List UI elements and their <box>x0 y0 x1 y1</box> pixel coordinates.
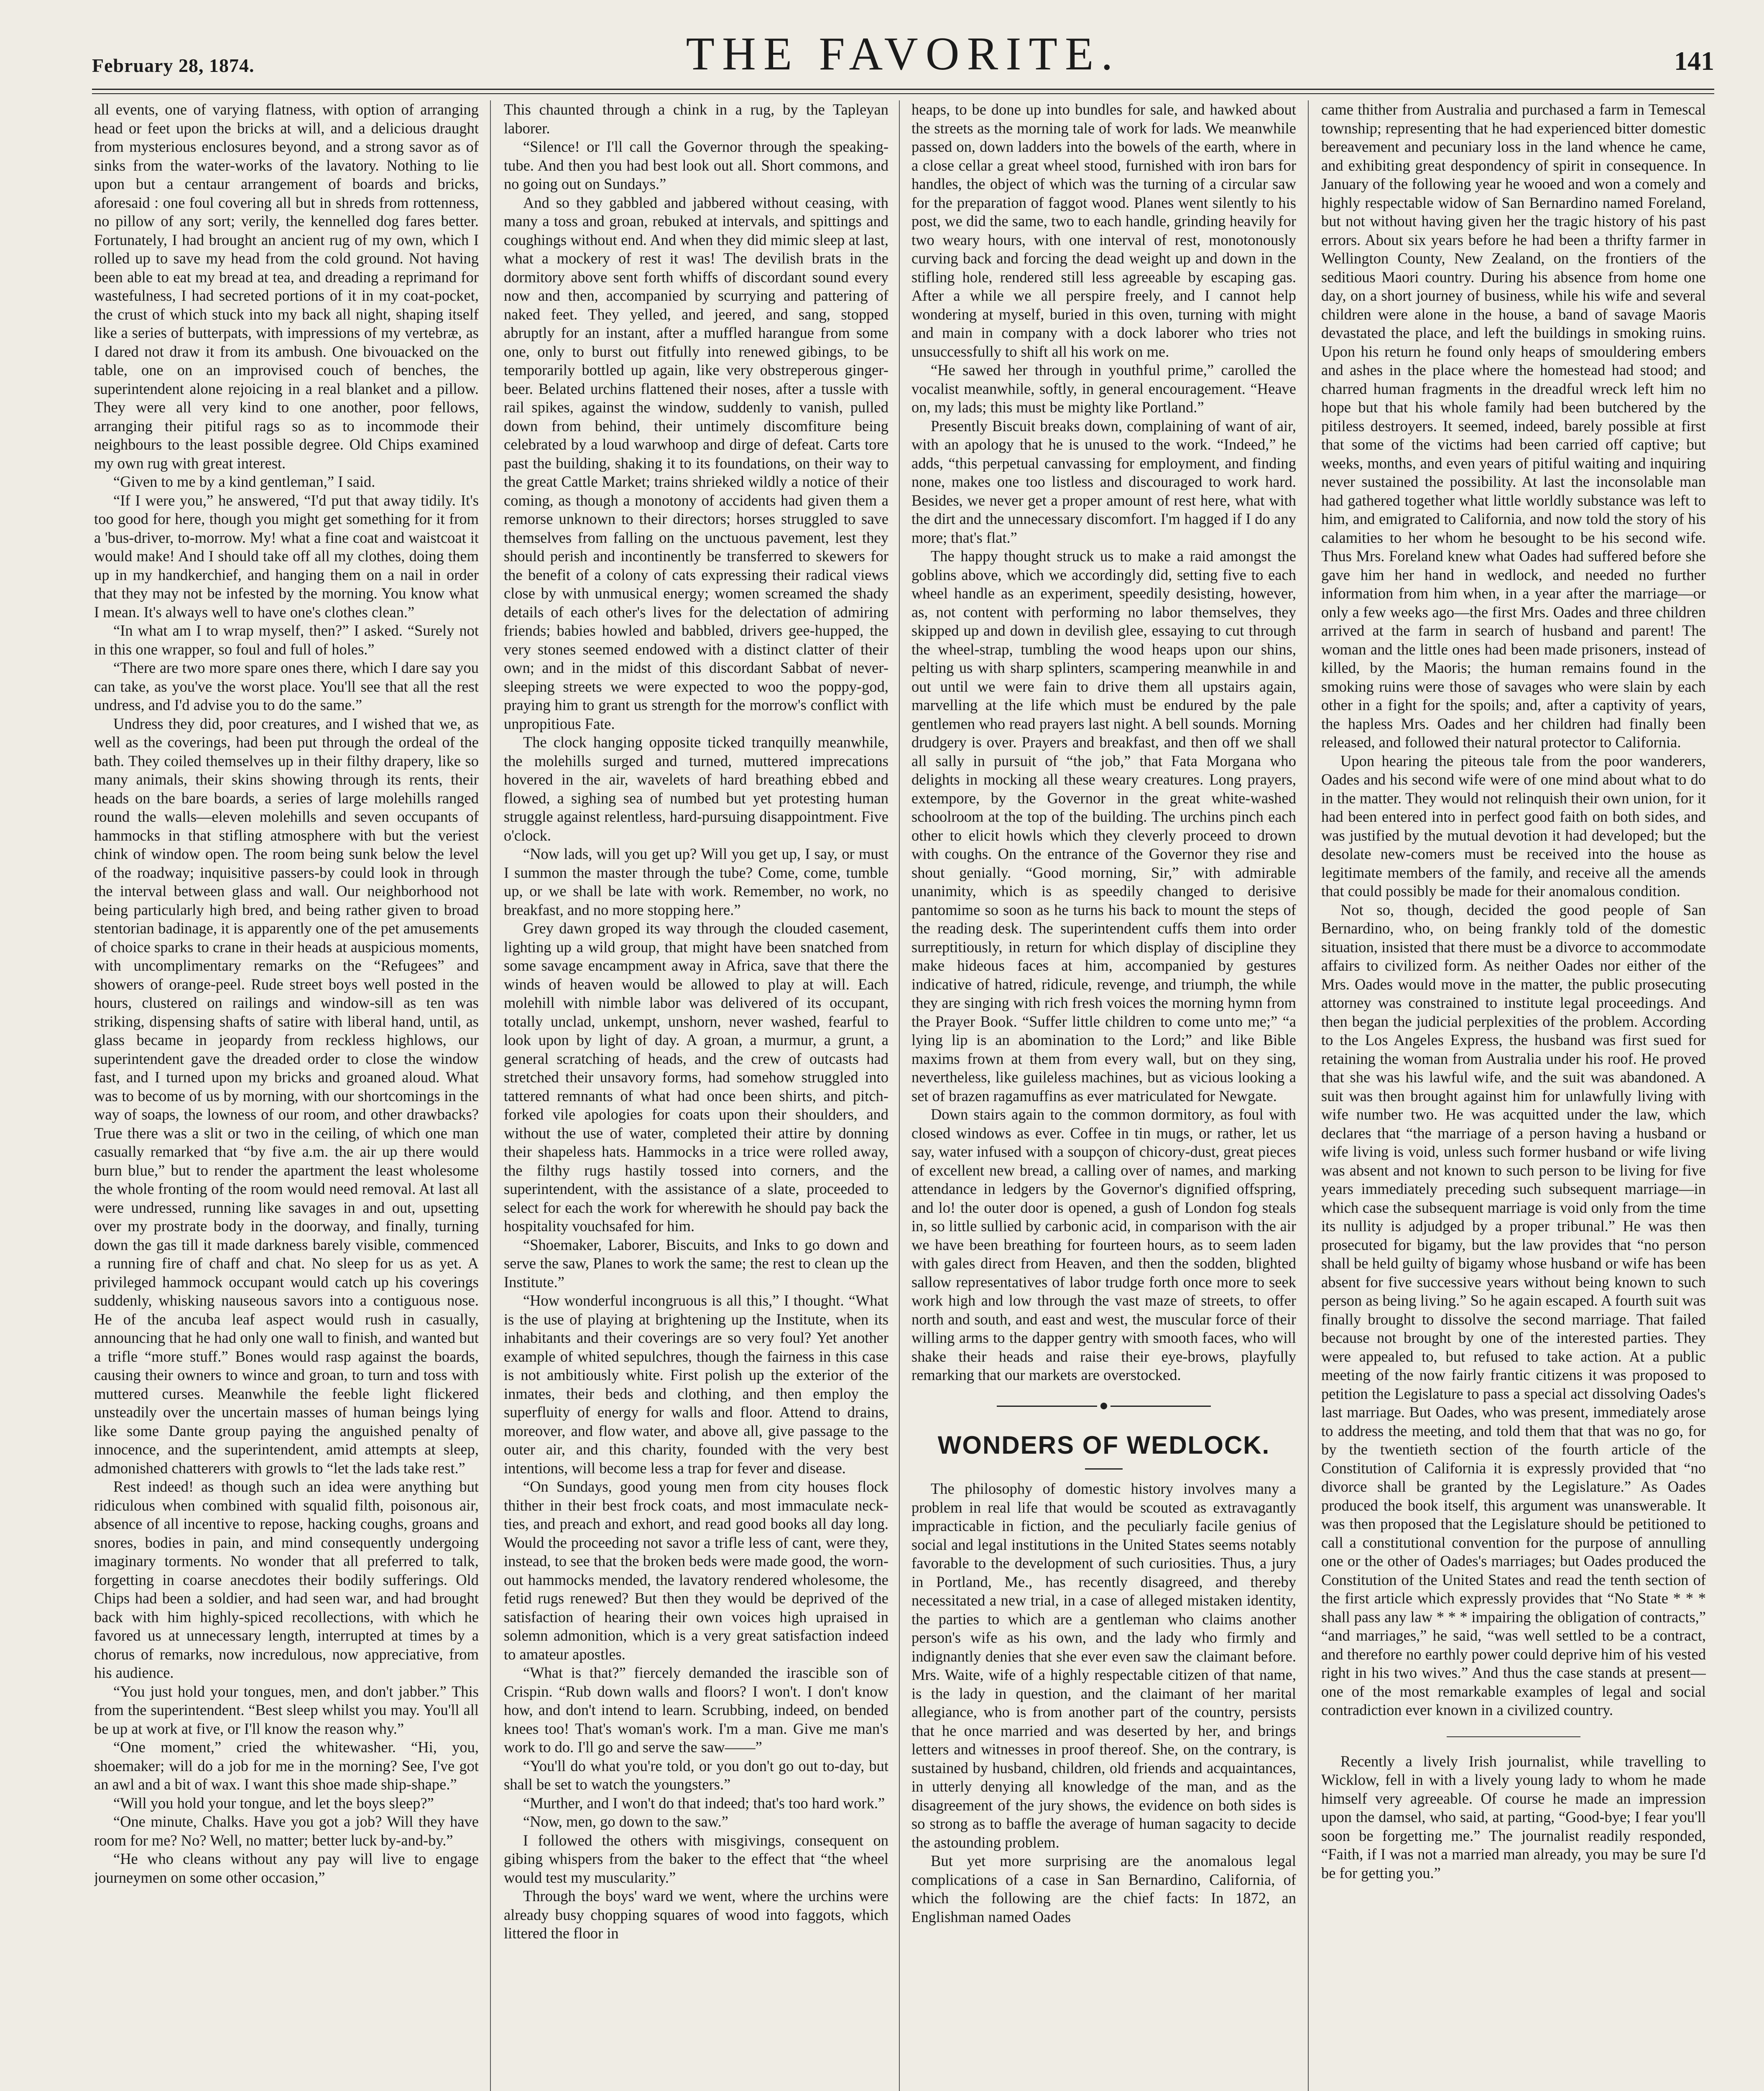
paragraph: This chaunted through a chink in a rug, by the Tapleyan laborer. <box>504 101 888 137</box>
masthead-rule <box>92 89 1714 94</box>
article-paragraph: The philosophy of domestic history involves many a problem in real life that would be scouted as extravagantly impracticable in fiction, and the peculiarly facile genius of social and legal institutions in the United States seems notably favorable to the development of such curiosities. Thus, a jury in Portland, Me., has recently disagreed, and thereby necessitated a new trial, in a case of alleged mistaken identity, the parties to which are a gentleman who claims another person's wife as his own, and the lady who firmly and indignantly denies that she ever even saw the claimant before. Mrs. Waite, wife of a highly respectable citizen of that name, is the lady in question, and the claimant of her marital allegiance, who is from another part of the country, persists that he once married and was deserted by her, and brings letters and witnesses in proof thereof. She, on the contrary, is sustained by husband, children, old friends and acquaintances, in utterly denying all knowledge of the man, and as the disagreement of the jury shows, the evidence on both sides is so strong as to baffle the average of human sagacity to decide the astounding problem. <box>911 1480 1296 1851</box>
section-ornament <box>911 1396 1296 1414</box>
paragraph: “Given to me by a kind gentleman,” I said. <box>113 473 375 490</box>
paragraph: Grey dawn groped its way through the clouded casement, lighting up a wild group, that might have been snatched from some savage encampment away in Africa, save that there the winds of heaven would be allowed to play at will. Each molehill with nimble labor was delivered of its occupant, totally unclad, unkempt, unshorn, never washed, fearful to look upon by light of day. A groan, a murmur, a grunt, a general scratching of heads, and the crew of outcasts had stretched their unsavory forms, had somehow struggled into tattered remnants of what had once been shirts, and pitch-forked vile apologies for coats upon their shoulders, and without the use of water, completed their attire by donning their shapeless hats. Hammocks in a trice were rolled away, the filthy rugs hastily tossed into corners, and the superintendent, with the assistance of a slate, proceeded to select for each the work for wherewith he should pay back the hospitality vouchsafed for him. <box>504 920 888 1235</box>
paragraph: heaps, to be done up into bundles for sale, and hawked about the streets as the morning tale of work for lads. We meanwhile passed on, down ladders into the bowels of the earth, where in a close cellar a great wheel stood, furnished with iron bars for handles, the object of which was the turning of a circular saw for the preparation of faggot wood. Planes went silently to his post, we did the same, two to each handle, grinding heavily for two weary hours, with one interval of rest, monotonously curving back and forcing the dead weight up and down in the stifling hole, rendered still less agreeable by escaping gas. After a while we all perspire freely, and I cannot help wondering at myself, buried in this oven, turning with might and main in company with a dock laborer who tries not unsuccessfully to shift all his work on me. <box>911 101 1296 360</box>
paragraph: “One minute, Chalks. Have you got a job? Will they have room for me? No? Well, no matter; better luck by-and-by.” <box>94 1813 479 1849</box>
paragraph: “Shoemaker, Laborer, Biscuits, and Inks to go down and serve the saw, Planes to work the same; the rest to clean up the Institute.” <box>504 1236 888 1291</box>
paragraph: Presently Biscuit breaks down, complaining of want of air, with an apology that he is unused to the work. “Indeed,” he adds, “this perpetual canvassing for employment, and finding none, makes one too listless and discouraged to work hard. Besides, we never get a proper amount of rest here, what with the dirt and the unnecessary discomfort. I'm hagged if I do any more; that's flat.” <box>911 417 1296 546</box>
paragraph: “What is that?” fiercely demanded the irascible son of Crispin. “Rub down walls and floors? I won't. I don't know how, and don't intend to learn. Scrubbing, indeed, on bended knees too! That's woman's work. I'm a man. Give me man's work to do. I'll go and serve the saw——” <box>504 1664 888 1756</box>
paragraph: The happy thought struck us to make a raid amongst the goblins above, which we accordingly did, setting five to each wheel handle as an experiment, speedily desisting, however, as, not content with performing no labor themselves, they skipped up and down in devilish glee, essaying to cut through the wheel-strap, tumbling the wood heaps upon our shins, pelting us with sharp splinters, scampering meanwhile in and out until we were fain to drive them all upstairs again, marvelling at the life which must be endured by the pale gentlemen who read prayers last night. A bell sounds. Morning drudgery is over. Prayers and breakfast, and then off we shall all sally in pursuit of “the job,” that Fata Morgana who delights in mocking all these weary creatures. Long prayers, extempore, by the Governor in the great white-washed schoolroom at the top of the building. The urchins pinch each other to elicit howls which they cleverly proceed to drown with coughs. On the entrance of the Governor they rise and shout genially. “Good morning, Sir,” with admirable unanimity, which is as speedily changed to derisive pantomime so soon as he turns his back to mount the steps of the reading desk. The superintendent cuffs them into order surreptitiously, in return for which display of discipline they make hideous faces at him, accompanied by gestures indicative of hatred, ridicule, revenge, and triumph, the while they are singing with rich fresh voices the morning hymn from the Prayer Book. “Suffer little children to come unto me;” “a lying lip is an abomination to the Lord;” and like Bible maxims frown at them from every wall, but on they sing, nevertheless, like guileless machines, but as vicious looking a set of brazen ragamuffins as ever matriculated for Newgate. <box>911 547 1296 1104</box>
article-paragraph: But yet more surprising are the anomalous legal complications of a case in San Bernardino, California, of which the following are the chief facts: In 1872, an Englishman named Oades <box>911 1852 1296 1925</box>
paragraph: Recently a lively Irish journalist, while travelling to Wicklow, fell in with a lively young lady to whom he made himself very agreeable. Of course he made an impression upon the damsel, who said, at parting, “Good-bye; I fear you'll soon be forgetting me.” The journalist readily responded, “Faith, if I was not a married man already, you may be sure I'd be for getting you.” <box>1321 1752 1706 1881</box>
column-divider <box>1308 100 1309 2091</box>
paragraph: “You'll do what you're told, or you don't go out to-day, but shall be set to watch the youngsters.” <box>504 1757 888 1793</box>
column-1 <box>94 100 479 2091</box>
paragraph: Through the boys' ward we went, where the urchins were already busy chopping squares of wood into faggots, which littered the floor in <box>504 1887 888 1942</box>
paragraph: Down stairs again to the common dormitory, as foul with closed windows as ever. Coffee in tin mugs, or rather, let us say, water infused with a soupçon of chicory-dust, great pieces of excellent new bread, a calling over of names, and marking attendance in ledgers by the Governor's dignified offspring, and lo! the outer door is opened, a gush of London fog steals in, so little sullied by carbonic acid, in comparison with the air we have been breathing for fourteen hours, as to seem laden with gales direct from Heaven, and then the sodden, blighted sallow representatives of labor trudge forth once more to seek work high and low through the vast maze of streets, to offer north and south, and east and west, the muscular force of their willing arms to the dapper gentry with smooth faces, who will shake their heads and raise their eye-brows, playfully remarking that our markets are overstocked. <box>911 1106 1296 1383</box>
paragraph: “Now lads, will you get up? Will you get up, I say, or must I summon the master through the tube? Come, come, tumble up, or we shall be late with work. Remember, no work, no breakfast, and no more stopping here.” <box>504 845 888 918</box>
newspaper-title: THE FAVORITE. <box>686 28 1121 80</box>
paragraph: “Silence! or I'll call the Governor through the speaking-tube. And then you had best look out all. Short commons, and no going out on Sundays.” <box>504 138 888 192</box>
paragraph: Upon hearing the piteous tale from the poor wanderers, Oades and his second wife were of one mind about what to do in the matter. They would not relinquish their own union, for it had been entered into in perfect good faith on both sides, and was justified by the mutual devotion it had developed; but the desolate new-comers must be received into the house as legitimate members of the family, and receive all the amends that could possibly be made for their anomalous condition. <box>1321 752 1706 900</box>
paragraph: “One moment,” cried the whitewasher. “Hi, you, shoemaker; will do a job for me in the morning? See, I've got an awl and a bit of wax. I want this shoe made ship-shape.” <box>94 1738 479 1793</box>
paragraph: And so they gabbled and jabbered without ceasing, with many a toss and groan, rebuked at intervals, and spittings and coughings without end. And when they did mimic sleep at last, what a mockery of rest it was! The devilish brats in the dormitory above sent forth whiffs of discordant sound every now and then, accompanied by scurrying and pattering of naked feet. They yelled, and jeered, and sang, stopped abruptly for an instant, after a muffled harangue from some one, only to burst out fitfully into renewed gibings, to be temporarily bottled up again, like very obstreperous ginger-beer. Belated urchins flattened their noses, after a tussle with rail spikes, against the window, suddenly to vanish, pulled down from behind, their untimely discomfiture being celebrated by a loud warwhoop and dirge of defeat. Carts tore past the building, shaking it to its foundations, on their way to the great Cattle Market; trains shrieked wildly a notice of their coming, as though a monotony of accidents had given them a remorse unknown to their directors; horses struggled to save themselves from falling on the unctuous pavement, lest they should perish and incontinently be transferred to skewers for the benefit of a colony of cats expressing their radical views close by with unmusical energy; women screamed the shady details of each other's lives for the delectation of admiring friends; babies howled and babbled, drivers gee-hupped, the very stones seemed endowed with a distinct clatter of their own; and in the midst of this discordant Sabbat of never-sleeping streets we were expected to woo the poppy-god, praying him to grant us strength for the morrow's conflict with unpropitious Fate. <box>504 194 888 732</box>
article-headline: WONDERS OF WEDLOCK. <box>937 1431 1270 1459</box>
column-divider <box>899 100 900 2091</box>
paragraph: “Will you hold your tongue, and let the boys sleep?” <box>113 1794 434 1812</box>
page-number: 141 <box>1674 46 1714 76</box>
issue-date: February 28, 1874. <box>92 55 255 76</box>
paragraph: all events, one of varying flatness, with option of arranging head or feet upon the bricks at will, and a delicious draught from mysterious enclosures beyond, and a strong savor as of sinks from the water-works of the lavatory. Nothing to lie upon but a centaur arrangement of boards and bricks, aforesaid : one foul covering all but in shreds from rottenness, no pillow of any sort; verily, the kennelled dog fares better. Fortunately, I had brought an ancient rug of my own, which I rolled up to save my head from the cold ground. Not having been able to eat my bread at tea, and dreading a reprimand for wastefulness, I had secreted portions of it in my coat-pocket, the crust of which stuck into my back all night, shaping itself like a series of butterpats, with impressions of my vertebræ, as I dared not draw it from its ambush. One bivouacked on the table, one on an improvised couch of benches, the superintendent alone rejoicing in a real blanket and a pillow. They were all very kind to one another, poor fellows, arranging their pitiful rags so as to incommode their neighbours to the least possible degree. Old Chips examined my own rug with great interest. <box>94 101 479 472</box>
paragraph: Undress they did, poor creatures, and I wished that we, as well as the coverings, had been put through the ordeal of the bath. They coiled themselves up in their filthy drapery, like so many animals, their skins showing through its rents, their heads on the bare boards, a series of large molehills ranged round the walls—eleven molehills and seven occupants of hammocks in that stifling atmosphere with but the veriest chink of window open. The room being sunk below the level of the roadway; inquisitive passers-by could look in through the interval between glass and wall. Our neighborhood not being particularly high bred, and being rather given to broad stentorian badinage, it is apparently one of the pet amusements of choice sparks to crane in their heads at auspicious moments, with uncomplimentary remarks on the “Refugees” and showers of orange-peel. Rude street boys well posted in the hours, clustered on railings and window-sill as ten was striking, dispensing shafts of satire with liberal hand, until, as glass became in jeopardy from reckless highlows, our superintendent gave the dreaded order to close the window fast, and I turned upon my bricks and groaned aloud. What was to become of us by morning, with our shortcomings in the way of soaps, the lowness of our room, and other drawbacks? True there was a slit or two in the ceiling, of which one man casually remarked that “by five a.m. the air up there would burn blue,” but to render the apartment the least wholesome the whole fronting of the room would need removal. At last all were undressed, running like savages in and out, upsetting over my prostrate body in the doorway, and finally, turning down the gas till it made darkness barely visible, commenced a running fire of chaff and chat. No sleep for us as yet. A privileged hammock occupant would catch up his coverings suddenly, whisking nauseous savors into a contiguous nose. He of the ancuba leaf aspect would rush in casually, announcing that he had only one wall to finish, and wanted but a trifle “more stuff.” Bones would rasp against the boards, causing their owners to wince and groan, to turn and toss with muttered curses. Meanwhile the feeble light flickered unsteadily over the uncertain masses of human beings lying like some Dante group paying the anguished penalty of innocence, and the superintendent, amid attempts at sleep, admonished chatterers with growls to “let the lads take rest.” <box>94 715 479 1477</box>
paragraph: “Murther, and I won't do that indeed; that's too hard work.” <box>523 1794 885 1812</box>
column-4 <box>1321 100 1706 2091</box>
paragraph: I followed the others with misgivings, consequent on gibing whispers from the baker to the effect that “the wheel would test my muscularity.” <box>504 1831 888 1886</box>
paragraph: “He who cleans without any pay will live to engage journeymen on some other occasion,” <box>94 1850 479 1886</box>
item-separator <box>1447 1736 1580 1737</box>
paragraph: The clock hanging opposite ticked tranquilly meanwhile, the molehills surged and turned, muttered imprecations hovered in the air, wavelets of hard breathing ebbed and flowed, a sighing sea of numbed but yet protesting human struggle against relentless, hard-pursuing disappointment. Five o'clock. <box>504 734 888 844</box>
paragraph: “On Sundays, good young men from city houses flock thither in their best frock coats, and most immaculate neck-ties, and preach and exhort, and read good books all day long. Would the proceeding not savor a trifle less of cant, were they, instead, to see that the broken beds were made good, the worn-out hammocks mended, the lavatory rendered wholesome, the fetid rugs renewed? But then they would be deprived of the satisfaction of hearing their own voices high upraised in solemn admonition, which is a very great satisfaction indeed to amateur apostles. <box>504 1478 888 1663</box>
paragraph: “He sawed her through in youthful prime,” carolled the vocalist meanwhile, softly, in general encouragement. “Heave on, my lads; this must be mighty like Portland.” <box>911 361 1296 416</box>
paragraph: “In what am I to wrap myself, then?” I asked. “Surely not in this one wrapper, so foul and full of holes.” <box>94 622 479 658</box>
masthead <box>92 23 1714 86</box>
paragraph: “How wonderful incongruous is all this,” I thought. “What is the use of playing at brightening up the Institute, when its inhabitants and their coverings are so very foul? Yet another example of whited sepulchres, though the fairness in this case is not ambitiously white. First polish up the exterior of the inmates, their beds and clothing, and then employ the superfluity of energy for walls and floor. Attend to drains, moreover, and flow water, and above all, give passage to the outer air, and this charity, founded with the very best intentions, will become less a trap for fever and disease. <box>504 1292 888 1477</box>
paragraph: Rest indeed! as though such an idea were anything but ridiculous when combined with squalid filth, poisonous air, absence of all incentive to repose, hacking coughs, groans and snores, bodies in pain, and mind consequently undergoing imaginary torments. No wonder that all preferred to talk, forgetting in coarse anecdotes their bodily sufferings. Old Chips had been a soldier, and had seen war, and had brought back with him highly-spiced recollections, with which he favored us at unnecessary length, interrupted at times by a chorus of remarks, now incredulous, now appreciative, from his audience. <box>94 1478 479 1681</box>
column-3 <box>911 100 1296 2091</box>
paragraph: “You just hold your tongues, men, and don't jabber.” This from the superintendent. “Best sleep whilst you may. You'll all be up at work at five, or I'll know the reason why.” <box>94 1682 479 1737</box>
column-divider <box>490 100 491 2091</box>
paragraph: “There are two more spare ones there, which I dare say you can take, as you've the worst place. You'll see that all the rest undress, and I'd advise you to do the same.” <box>94 659 479 713</box>
paragraph: Not so, though, decided the good people of San Bernardino, who, on being frankly told of the domestic situation, insisted that there must be a divorce to accommodate affairs to civilized form. As neither Oades nor either of the Mrs. Oades would move in the matter, the public prosecuting attorney was constrained to institute legal proceedings. And then began the judicial perplexities of the problem. According to the Los Angeles Express, the husband was first sued for retaining the woman from Australia under his roof. He proved that she was his lawful wife, and the suit was abandoned. A suit was then brought against him for unlawfully living with wife number two. He was acquitted under the law, which declares that “the marriage of a person having a husband or wife living is void, unless such former husband or wife living was absent and not known to such person to be living for five years immediately preceding such subsequent marriage—in which case the subsequent marriage is void only from the time its nullity is adjudged by a proper tribunal.” He was then prosecuted for bigamy, but the law provides that “no person shall be held guilty of bigamy whose husband or wife has been absent for five successive years without being known to such person as being living.” So he again escaped. A fourth suit was finally brought to dissolve the second marriage. That failed because not brought by one of the interested parties. They were appealed to, but refused to take action. At a public meeting of the now fairly frantic citizens it was proposed to petition the Legislature to pass a special act dissolving Oades's last marriage. But Oades, who was present, immediately arose to address the meeting, and told them that that was no go, for by the twentieth section of the fourth article of the Constitution of California it is expressly provided that “no divorce shall be granted by the Legislature.” As Oades produced the book itself, this argument was unanswerable. It was then proposed that the Legislature should be petitioned to call a constitutional convention for the purpose of annulling one or the other of Oades's marriages; but Oades produced the Constitution of the United States and read the tenth section of the first article which expressly provides that “No State * * * shall pass any law * * * impairing the obligation of contracts,” “and marriages,” he said, “was well settled to be a contract, and therefore no earthly power could deprive him of his vested right in his two wives.” And thus the case stands at present—one of the most remarkable examples of legal and social contradiction ever known in a civilized country. <box>1321 901 1706 1718</box>
paragraph: came thither from Australia and purchased a farm in Temescal township; representing that he had experienced bitter domestic bereavement and pecuniary loss in the land whence he came, and exhibiting great despondency of spirit in consequence. In January of the following year he wooed and won a comely and highly respectable widow of San Bernardino named Foreland, but not without having given her the tragic history of his past errors. About six years before he had been a thrifty farmer in Wellington County, New Zealand, on the frontiers of the seditious Maori country. During his absence from home one day, on a short journey of business, while his wife and several children were alone in the house, a band of savage Maoris devastated the place, and left the buildings in smoking ruins. Upon his return he found only heaps of smouldering embers and ashes in the place where the homestead had stood; and charred human fragments in the dreadful wreck left him no hope but that his whole family had been butchered by the pitiless destroyers. It seemed, indeed, barely possible at first that some of the victims had been carried off captive; but weeks, months, and even years of pitiful waiting and inquiring never sustained the possibility. At last the inconsolable man had gathered together what little worldly substance was left to him, and emigrated to California, and now told the story of his calamities to her whom he besought to be his second wife. Thus Mrs. Foreland knew what Oades had suffered before she gave him her hand in wedlock, and needed no further information from him when, in a year after the marriage—or only a few weeks ago—the first Mrs. Oades and three children arrived at the farm in search of husband and parent! The woman and the little ones had been made prisoners, instead of killed, by the Maoris; the human remains found in the smoking ruins were those of savages who were slain by each other in a fight for the spoils; and, after a captivity of years, the hapless Mrs. Oades and her children had finally been released, and followed their natural protector to California. <box>1321 101 1706 751</box>
headline-rule <box>1085 1468 1123 1470</box>
paragraph: “If I were you,” he answered, “I'd put that away tidily. It's too good for here, though you might get something for it from a 'bus-driver, to-morrow. My! what a fine coat and waistcoat it would make! And I should take off all my clothes, doing them up in my handkerchief, and hanging them on a nail in order that they may not be infested by the morning. You know what I mean. It's always well to have one's clothes clean.” <box>94 491 479 621</box>
paragraph: “Now, men, go down to the saw.” <box>523 1813 728 1830</box>
column-2 <box>504 100 888 2091</box>
